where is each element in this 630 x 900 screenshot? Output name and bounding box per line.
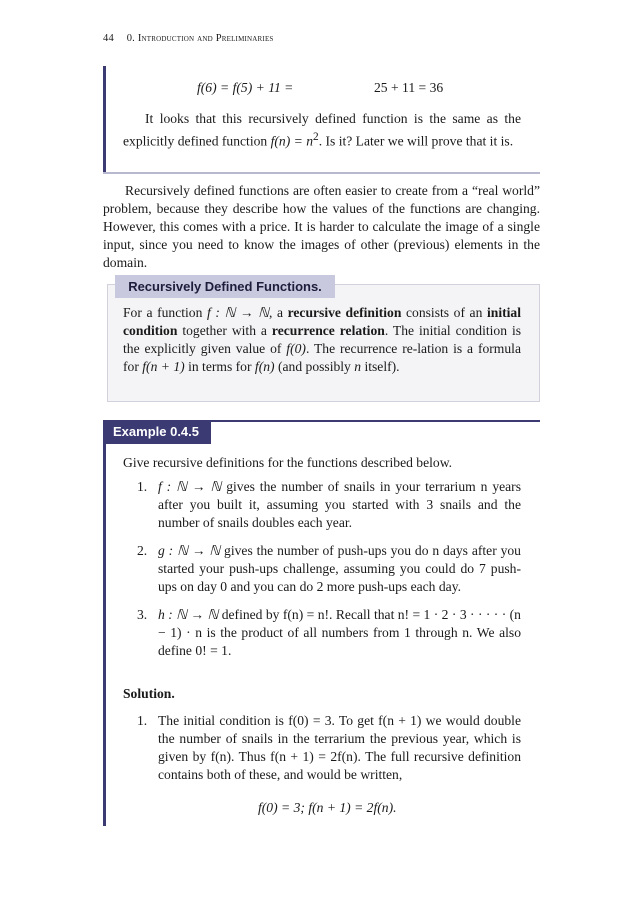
running-header — [103, 33, 274, 44]
definition-title: Recursively Defined Functions. — [115, 275, 335, 298]
example-items — [123, 478, 521, 670]
list-item: 1. f : ℕ → ℕ gives the number of snails in your terrarium n years after you built it, assuming you started with 3 snails and the number of snails doubles each year. — [137, 479, 521, 530]
top-box-left-border — [103, 66, 106, 174]
page-number: 44 — [103, 33, 114, 44]
example-left-border — [103, 444, 106, 826]
final-equation: f(0) = 3; f(n + 1) = 2f(n). — [258, 800, 397, 815]
intro-paragraph: Recursively defined functions are often easier to create from a “real world” problem, because they describe how the values of the functions are changing. However, this comes with a price. It is harder to calculate the image of a single input, since you need to know the images of other (previous) elements in the domain. — [103, 183, 540, 270]
definition-text: For a function f : ℕ → ℕ, a recursive definition consists of an initial condition together with a recurrence relation. The initial condition is the explicitly given value of f(0). The recurrence re-lation is a formula for f(n + 1) in terms for f(n) (and possibly n itself). — [123, 305, 522, 374]
list-item: 3. h : ℕ → ℕ defined by f(n) = n!. Recall that n! = 1 · 2 · 3 · · · · · (n − 1) · n is the product of all numbers from 1 through n. We also define 0! = 1. — [137, 607, 521, 658]
example-prompt: Give recursive definitions for the functions described below. — [123, 455, 453, 470]
equation-left: f(6) = f(5) + 11 = — [197, 80, 294, 95]
top-box-paragraph: It looks that this recursively defined function is the same as the explicitly defined function $f(n) = n^2$. Is it? Later we will prove that it is. — [123, 111, 521, 149]
solution-label: Solution. — [123, 686, 175, 701]
list-item: 1. The initial condition is f(0) = 3. To get f(n + 1) we would double the number of snails in the terrarium the previous year, which is given by f(n). Thus f(n + 1) = 2f(n). The full recursive definition contains both of these, and would be written, — [137, 713, 521, 782]
example-label: Example 0.4.5 — [103, 420, 211, 444]
equation-right: 25 + 11 = 36 — [374, 80, 444, 95]
chapter-title: 0. Introduction and Preliminaries — [126, 33, 274, 44]
solution-items — [123, 712, 521, 794]
top-box-bottom-border — [103, 172, 540, 174]
list-item: 2. g : ℕ → ℕ gives the number of push-ups you do n days after you started your push-ups challenge, assuming you could do 7 push-ups on day 0 and you can do 2 more push-ups each day. — [137, 543, 521, 594]
